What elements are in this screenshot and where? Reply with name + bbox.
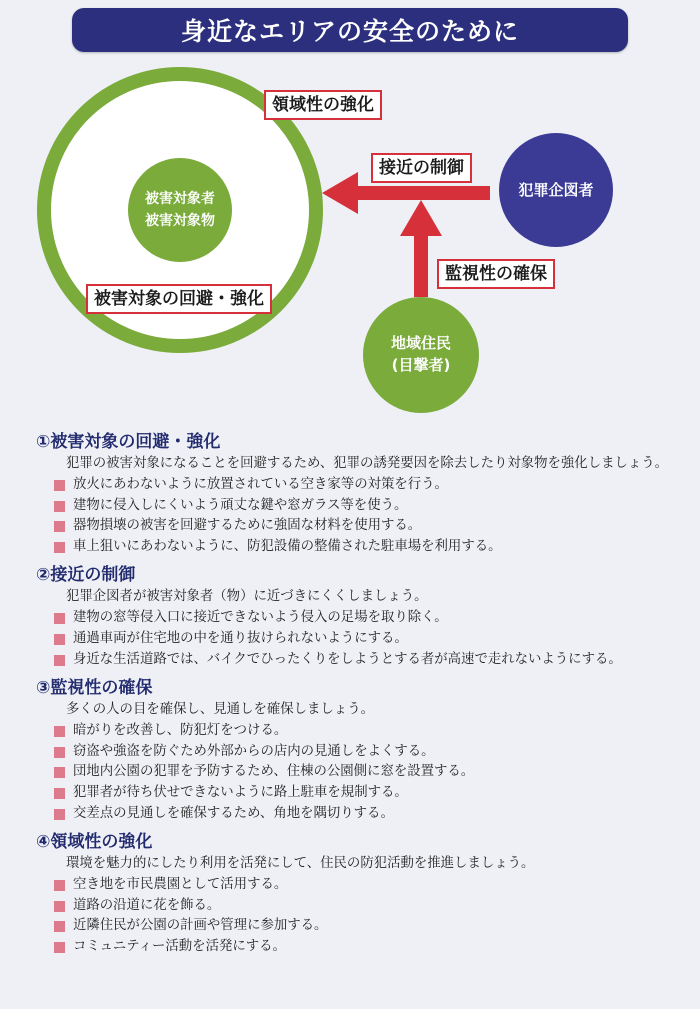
target-label-line2: 被害対象物 [145, 213, 215, 229]
square-bullet-icon [54, 521, 65, 532]
list-item [36, 629, 676, 650]
square-bullet-icon [54, 613, 65, 624]
resident-label-line2: (目撃者) [391, 356, 451, 374]
square-bullet-icon [54, 767, 65, 778]
square-bullet-icon [54, 747, 65, 758]
section-title: ①被害対象の回避・強化 [36, 432, 221, 452]
list-item [36, 475, 676, 496]
sections [36, 430, 676, 964]
label-approach-control: 接近の制御 [371, 153, 472, 183]
list-item-text: 窃盗や強盗を防ぐため外部からの店内の見通しをよくする。 [73, 743, 435, 759]
list-item [36, 650, 676, 671]
section-title: ③監視性の確保 [36, 678, 153, 699]
label-target-hardening: 被害対象の回避・強化 [86, 284, 272, 314]
list-item-text: 建物の窓等侵入口に接近できないよう侵入の足場を取り除く。 [73, 610, 448, 626]
list-item [36, 937, 676, 958]
surveillance-arrow [400, 200, 442, 297]
list-item [36, 875, 676, 896]
label-territoriality: 領域性の強化 [264, 90, 382, 120]
list-item-text: 近隣住民が公園の計画や管理に参加する。 [73, 918, 328, 934]
title-banner [72, 8, 628, 52]
list-item-text: 団地内公園の犯罪を予防するため、住棟の公園側に窓を設置する。 [73, 764, 475, 780]
square-bullet-icon [54, 655, 65, 666]
square-bullet-icon [54, 901, 65, 912]
page-title: 身近なエリアの安全のために [180, 17, 519, 46]
square-bullet-icon [54, 501, 65, 512]
resident-label-line1: 地域住民 [390, 334, 451, 352]
list-item [36, 516, 676, 537]
square-bullet-icon [54, 921, 65, 932]
section-lead: 多くの人の目を確保し、見通しを確保しましょう。 [66, 702, 374, 718]
square-bullet-icon [54, 726, 65, 737]
crime-prevention-diagram [0, 60, 700, 420]
offender-label: 犯罪企図者 [518, 181, 594, 199]
square-bullet-icon [54, 788, 65, 799]
list-item [36, 804, 676, 825]
list-item [36, 721, 676, 742]
section-lead: 犯罪の被害対象になることを回避するため、犯罪の誘発要因を除去したり対象物を強化しましょう。 [66, 456, 669, 471]
list-item-text: 通過車両が住宅地の中を通り抜けられないようにする。 [73, 630, 408, 646]
list-item [36, 896, 676, 917]
section-title: ④領域性の強化 [36, 832, 153, 853]
list-item [36, 608, 676, 629]
list-item-text: 器物損壊の被害を回避するために強固な材料を使用する。 [73, 518, 422, 534]
list-item-text: 身近な生活道路では、バイクでひったくりをしようとする者が高速で走れないようにする。 [73, 651, 622, 667]
list-item [36, 496, 676, 517]
list-item [36, 783, 676, 804]
list-item [36, 916, 676, 937]
square-bullet-icon [54, 942, 65, 953]
list-item-text: 交差点の見通しを確保するため、角地を隅切りする。 [73, 805, 394, 821]
target-label-line1: 被害対象者 [145, 191, 215, 207]
square-bullet-icon [54, 809, 65, 820]
list-item-text: 車上狙いにあわないように、防犯設備の整備された駐車場を利用する。 [73, 538, 502, 554]
target-label [128, 188, 232, 232]
section-approach-control [36, 563, 676, 670]
section-lead: 環境を魅力的にしたり利用を活発にして、住民の防犯活動を推進しましょう。 [66, 856, 535, 872]
square-bullet-icon [54, 880, 65, 891]
list-item-text: 道路の沿道に花を飾る。 [73, 897, 221, 913]
section-target-hardening [36, 430, 676, 557]
list-item-text: 放火にあわないように放置されている空き家等の対策を行う。 [73, 477, 448, 492]
resident-label [363, 332, 479, 376]
label-surveillance: 監視性の確保 [437, 259, 555, 289]
list-item-text: コミュニティー活動を活発にする。 [73, 938, 286, 954]
section-lead: 犯罪企図者が被害対象者（物）に近づきにくくしましょう。 [66, 589, 428, 605]
square-bullet-icon [54, 542, 65, 553]
list-item [36, 537, 676, 558]
list-item-text: 暗がりを改善し、防犯灯をつける。 [73, 723, 288, 739]
list-item [36, 762, 676, 783]
list-item-text: 犯罪者が待ち伏せできないように路上駐車を規制する。 [73, 784, 408, 800]
section-title: ②接近の制御 [36, 565, 136, 586]
square-bullet-icon [54, 634, 65, 645]
list-item [36, 742, 676, 763]
section-territoriality [36, 830, 676, 957]
list-item-text: 空き地を市民農園として活用する。 [73, 877, 288, 893]
list-item-text: 建物に侵入しにくいよう頑丈な鍵や窓ガラス等を使う。 [73, 497, 408, 513]
square-bullet-icon [54, 480, 65, 491]
section-surveillance [36, 676, 676, 824]
